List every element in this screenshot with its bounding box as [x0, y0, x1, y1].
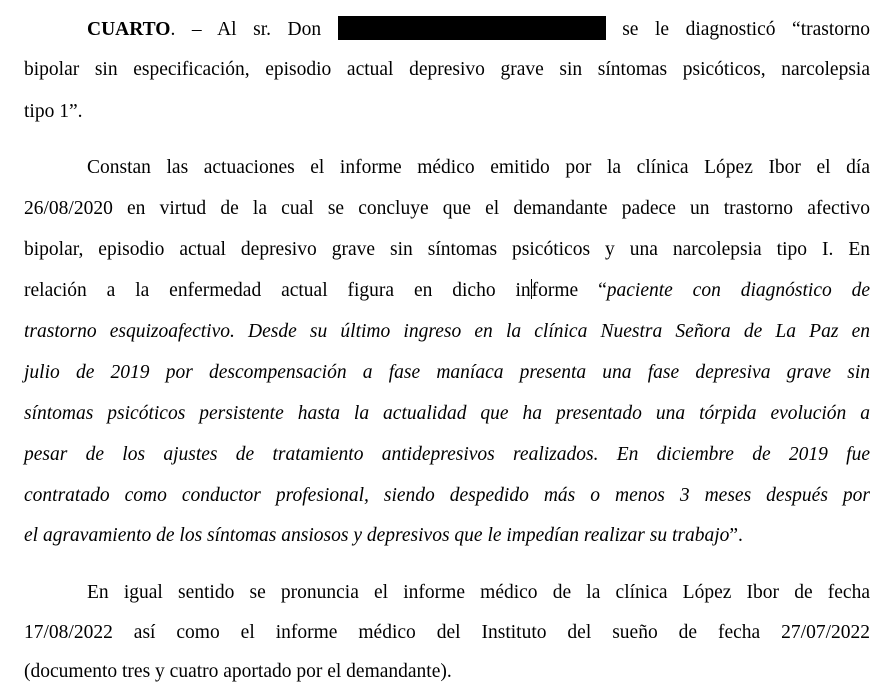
- paragraph-1-text-b: se le diagnosticó “trastorno: [622, 19, 871, 40]
- paragraph-3-line-3: (documento tres y cuatro aportado por el demandante).: [24, 661, 452, 682]
- closing-quote: ”.: [729, 525, 743, 546]
- paragraph-1-text-a: . – Al sr. Don: [170, 19, 322, 40]
- paragraph-3-line-2: 17/08/2022 así como el informe médico del Instituto del sueño de fecha 27/07/2022: [24, 622, 870, 643]
- paragraph-2-line-9: contratado como conductor profesional, siendo despedido más o menos 3 meses después por: [24, 485, 870, 506]
- paragraph-2-line-3: bipolar, episodio actual depresivo grave sin síntomas psicóticos y una narcolepsia tipo I. En: [24, 239, 870, 260]
- paragraph-2-line-4: [24, 279, 870, 303]
- quote-end: el agravamiento de los síntomas ansiosos y depresivos que le impedían realizar su trabajo: [24, 525, 730, 546]
- paragraph-2-line-5: trastorno esquizoafectivo. Desde su último ingreso en la clínica Nuestra Señora de La Paz en: [24, 321, 870, 342]
- paragraph-2-line-10: [24, 524, 870, 548]
- paragraph-1-line-3: tipo 1”.: [24, 101, 83, 122]
- paragraph-2-line-6: julio de 2019 por descompensación a fase maníaca presenta una fase depresiva grave sin: [24, 362, 870, 383]
- quote-start: paciente con diagnóstico de: [606, 280, 871, 301]
- paragraph-1-line-1: [87, 16, 870, 42]
- paragraph-3-line-1: En igual sentido se pronuncia el informe médico de la clínica López Ibor de fecha: [87, 582, 870, 603]
- paragraph-2-line-7: síntomas psicóticos persistente hasta la actualidad que ha presentado una tórpida evolución a: [24, 403, 870, 424]
- paragraph-2-line-8: pesar de los ajustes de tratamiento antidepresivos realizados. En diciembre de 2019 fue: [24, 444, 870, 465]
- paragraph-1-line-2: bipolar sin especificación, episodio actual depresivo grave sin síntomas psicóticos, narcolepsia: [24, 59, 870, 80]
- paragraph-2-text-a: relación a la enfermedad actual figura en dicho in: [24, 280, 531, 301]
- redaction-block: [338, 16, 606, 40]
- paragraph-2-line-2: 26/08/2020 en virtud de la cual se concluye que el demandante padece un trastorno afectivo: [24, 198, 870, 219]
- paragraph-2-text-b: forme “: [531, 280, 607, 301]
- paragraph-2-line-1: Constan las actuaciones el informe médico emitido por la clínica López Ibor el día: [87, 157, 870, 178]
- section-heading: CUARTO: [87, 19, 171, 40]
